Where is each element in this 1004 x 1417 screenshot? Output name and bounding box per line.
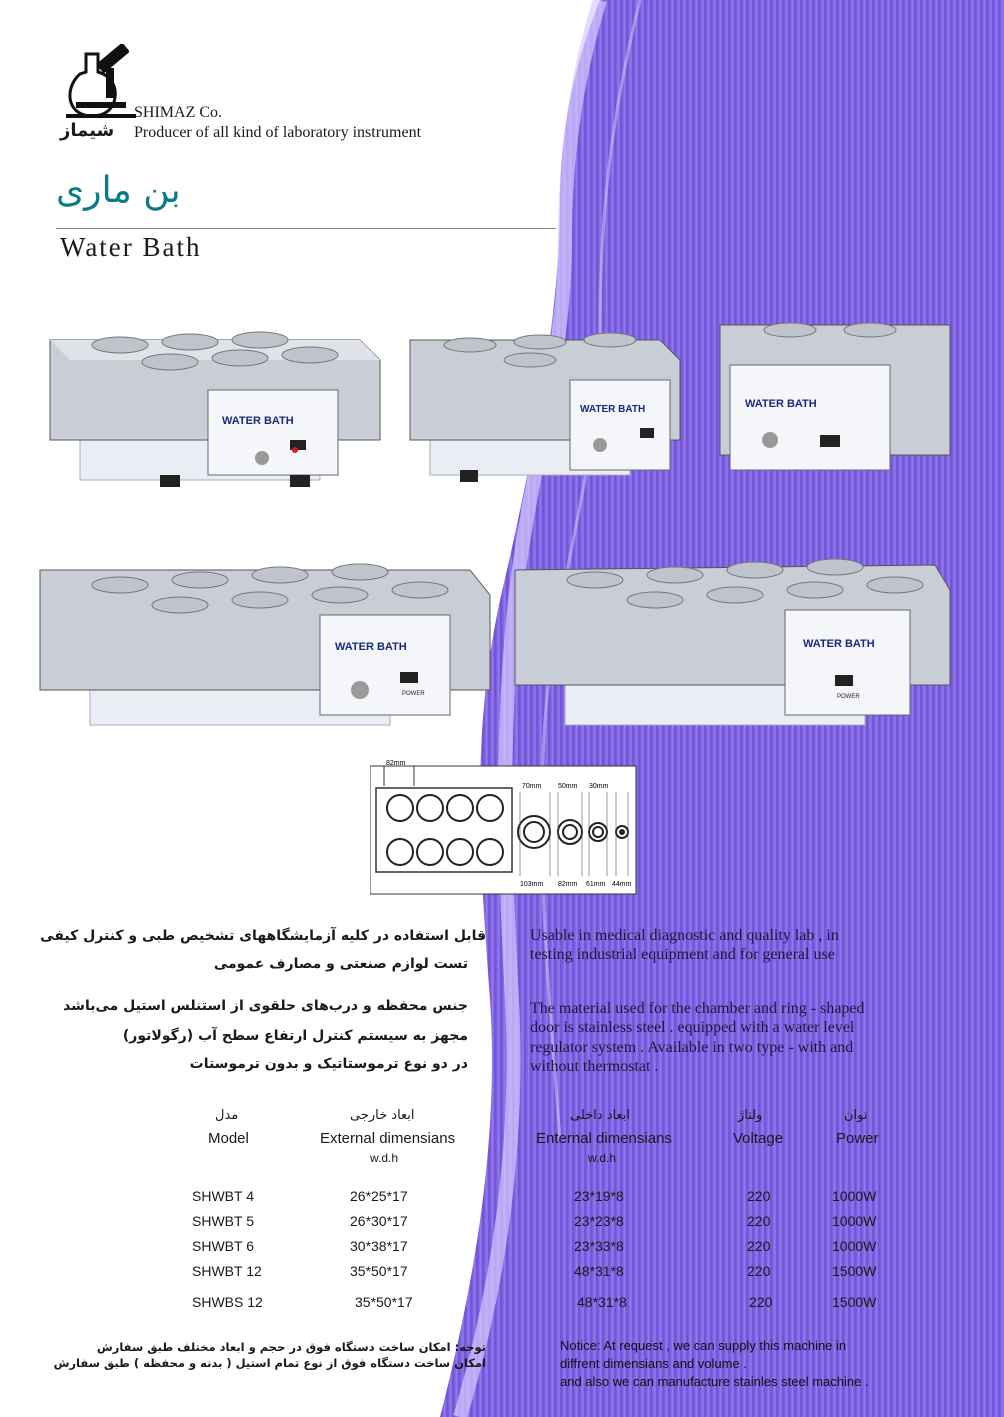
en-material-line-2: door is stainless steel . equipped with a water level (530, 1019, 855, 1036)
product-image-shwbt12 (30, 540, 500, 740)
header-model-fa: مدل (215, 1108, 239, 1123)
title-divider (56, 228, 556, 229)
panel-label: WATER BATH (335, 641, 407, 653)
title-persian: بن ماری (56, 170, 181, 211)
power-label: POWER (837, 694, 860, 700)
header-external-fa: ابعاد خارجی (350, 1108, 415, 1123)
power-label: POWER (402, 691, 425, 697)
cell-voltage: 220 (747, 1238, 771, 1254)
fa-usage-line-1: قابل استفاده در کلیه آزمایشگاههای تشخیص طبی و کنترل کیفی (40, 928, 486, 944)
en-material-line-1: The material used for the chamber and ring - shaped (530, 1000, 865, 1017)
cell-internal: 48*31*8 (577, 1294, 627, 1310)
cell-model: SHWBT 5 (192, 1213, 254, 1229)
logo-text-fa: شیماز (60, 120, 115, 141)
header-voltage-fa: ولتاژ (738, 1108, 763, 1123)
cell-voltage: 220 (747, 1213, 771, 1229)
fa-material-line-2: مجهز به سیستم کنترل ارتفاع سطح آب (رگولاتور) (122, 1028, 468, 1044)
product-image-shwbs12 (505, 535, 955, 745)
ring-label-bottom: 61mm (586, 881, 606, 888)
header-power: Power (836, 1130, 879, 1147)
cell-external: 30*38*17 (350, 1238, 408, 1254)
header-internal-sub: w.d.h (588, 1151, 617, 1165)
note-en-line-1: Notice: At request , we can supply this machine in (560, 1338, 847, 1353)
header-internal-fa: ابعاد داخلی (570, 1108, 630, 1123)
panel-label: WATER BATH (580, 404, 646, 415)
cell-voltage: 220 (747, 1188, 771, 1204)
note-fa-line-1: توجه: امکان ساخت دستگاه فوق در حجم و ابعاد مختلف طبق سفارش (96, 1340, 486, 1354)
product-image-shwbt5 (710, 315, 960, 485)
cell-power: 1000W (832, 1213, 877, 1229)
company-tagline: Producer of all kind of laboratory instrument (134, 124, 422, 141)
header-internal: Enternal dimensians (536, 1130, 672, 1147)
ring-label-top: 30mm (589, 783, 609, 790)
ring-label-bottom: 44mm (612, 881, 632, 888)
ring-label-top: 50mm (558, 783, 578, 790)
note-en-line-3: and also we can manufacture stainles steel machine . (560, 1374, 869, 1389)
note-fa-line-2: امکان ساخت دستگاه فوق از نوع تمام استیل ( بدنه و محفظه ) طبق سفارش (53, 1356, 486, 1370)
cell-internal: 23*33*8 (574, 1238, 624, 1254)
header-external: External dimensians (320, 1130, 456, 1147)
cell-external: 35*50*17 (350, 1263, 408, 1279)
cell-external: 35*50*17 (355, 1294, 413, 1310)
header-power-fa: توان (844, 1108, 868, 1123)
cell-model: SHWBT 12 (192, 1263, 262, 1279)
fa-usage-line-2: تست لوازم صنعتی و مصارف عمومی (213, 956, 468, 972)
panel-label: WATER BATH (745, 398, 817, 410)
cell-internal: 23*19*8 (574, 1188, 624, 1204)
company-name: SHIMAZ Co. (134, 104, 223, 121)
ring-dimension-diagram (370, 756, 638, 896)
cell-internal: 23*23*8 (574, 1213, 624, 1229)
fa-material-line-1: جنس محفظه و درب‌های حلقوی از استنلس استیل می‌باشد (63, 998, 468, 1014)
en-material-line-3: regulator system . Available in two type - with and (530, 1039, 854, 1056)
cell-model: SHWBT 4 (192, 1188, 254, 1204)
cell-model: SHWBS 12 (192, 1294, 263, 1310)
product-image-shwbt6 (40, 300, 390, 500)
cell-external: 26*30*17 (350, 1213, 408, 1229)
title-english: Water Bath (60, 232, 202, 262)
en-usage-line-2: testing industrial equipment and for general use (530, 946, 835, 963)
fa-material-line-3: در دو نوع ترموستاتیک و بدون ترموستات (189, 1056, 468, 1072)
cell-power: 1000W (832, 1238, 877, 1254)
cell-model: SHWBT 6 (192, 1238, 254, 1254)
en-material-line-4: without thermostat . (530, 1058, 659, 1075)
panel-label: WATER BATH (803, 638, 875, 650)
cell-voltage: 220 (749, 1294, 773, 1310)
note-en-line-2: diffrent dimensians and volume . (560, 1356, 747, 1371)
cell-power: 1500W (832, 1294, 877, 1310)
ring-label-bottom: 82mm (558, 881, 578, 888)
product-image-shwbt4 (400, 310, 700, 490)
header-model: Model (208, 1130, 249, 1147)
panel-label: WATER BATH (222, 415, 294, 427)
diagram-top-label: 82mm (386, 760, 406, 767)
cell-power: 1500W (832, 1263, 877, 1279)
ring-label-top: 70mm (522, 783, 542, 790)
header-external-sub: w.d.h (370, 1151, 399, 1165)
cell-internal: 48*31*8 (574, 1263, 624, 1279)
cell-power: 1000W (832, 1188, 877, 1204)
cell-external: 26*25*17 (350, 1188, 408, 1204)
cell-voltage: 220 (747, 1263, 771, 1279)
header-voltage: Voltage (733, 1130, 784, 1147)
ring-label-bottom: 103mm (520, 881, 544, 888)
en-usage-line-1: Usable in medical diagnostic and quality lab , in (530, 927, 839, 944)
